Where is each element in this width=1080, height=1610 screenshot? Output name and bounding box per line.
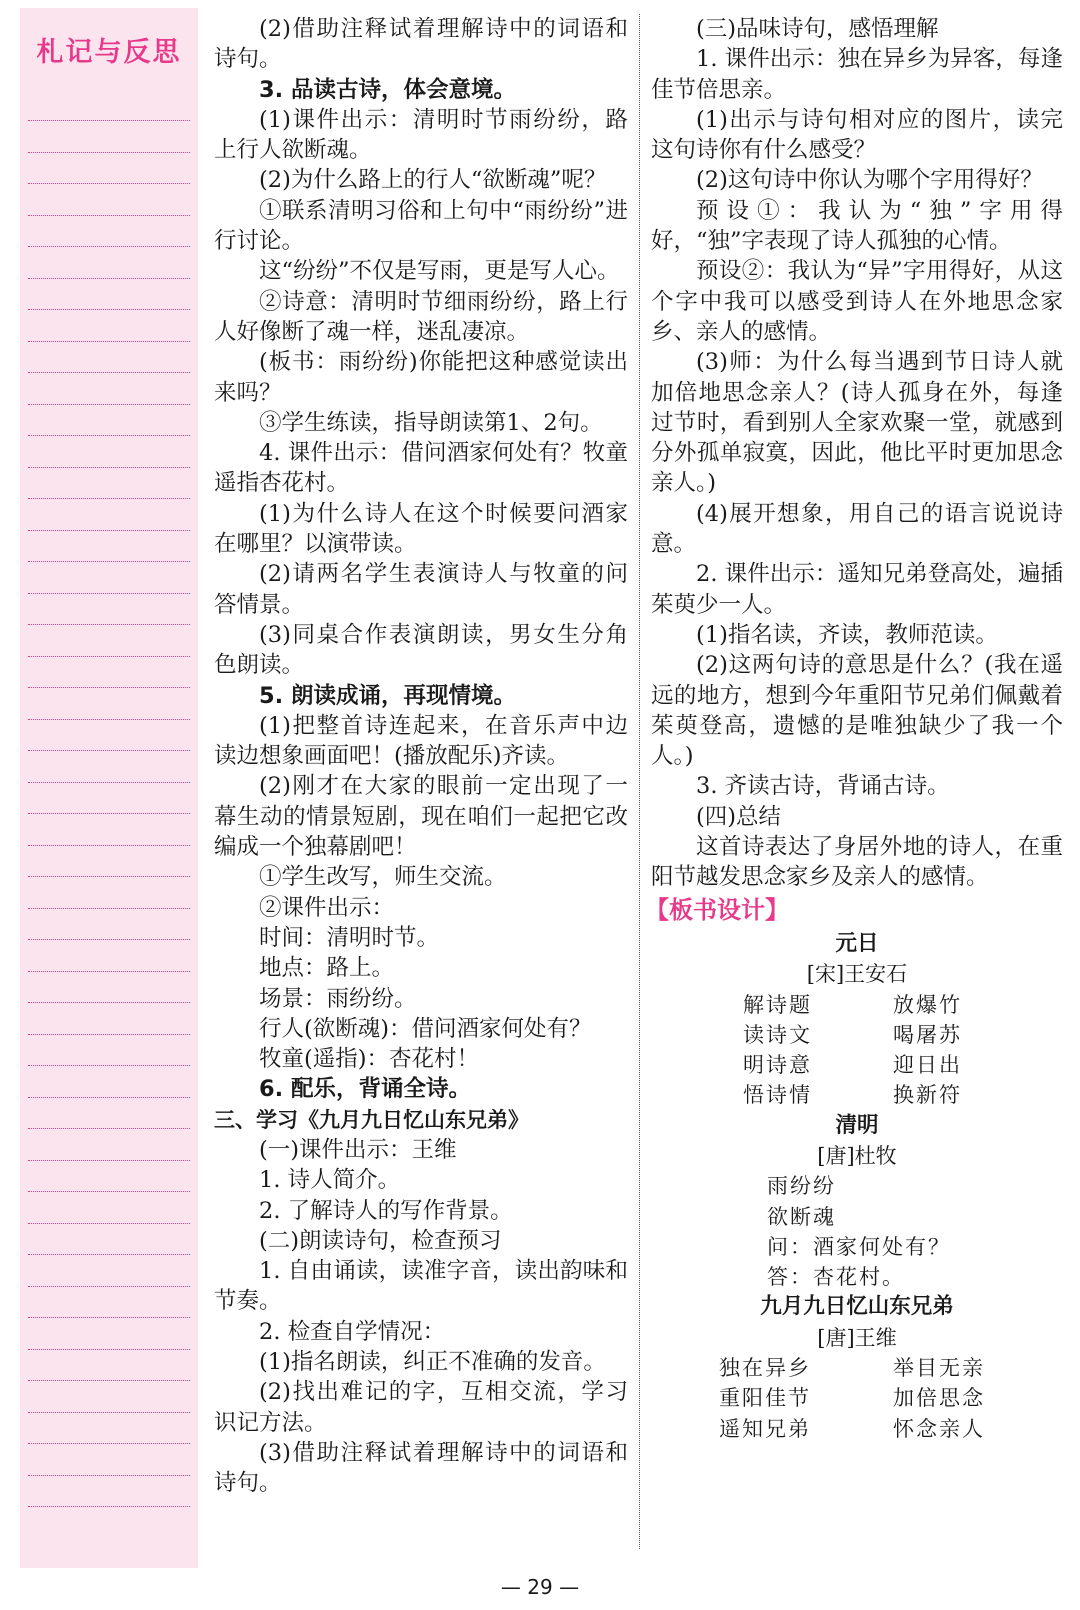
paragraph: (1)出示与诗句相对应的图片，读完这句诗你有什么感受？ — [651, 106, 1063, 164]
script-line: 行人(欲断魂)：借问酒家何处有？ — [259, 1015, 592, 1042]
paragraph: 这“纷纷”不仅是写雨，更是写人心。 — [259, 258, 620, 285]
board-cell: 遥知兄弟 — [719, 1416, 811, 1441]
step-heading: 3. 品读古诗，体会意境。 — [259, 76, 517, 103]
paragraph: (2)这两句诗的意思是什么？(我在遥远的地方，想到今年重阳节兄弟们佩戴着茱萸登高，遗憾的是唯独缺少了我一个人。) — [651, 652, 1063, 770]
paragraph: (1)课件出示：清明时节雨纷纷，路上行人欲断魂。 — [214, 106, 628, 164]
paragraph: (二)朗读诗句，检查预习 — [259, 1227, 502, 1254]
paragraph: (2)刚才在大家的眼前一定出现了一幕生动的情景短剧，现在咱们一起把它改编成一个独幕剧吧！ — [214, 773, 628, 861]
note-line — [28, 1506, 190, 1507]
note-line — [28, 750, 190, 751]
paragraph: (4)展开想象，用自己的语言说说诗意。 — [651, 500, 1063, 558]
note-line — [28, 372, 190, 373]
paragraph: (1)指名读，齐读，教师范读。 — [696, 621, 998, 648]
board-row — [651, 1020, 1063, 1050]
note-line — [28, 1412, 190, 1413]
note-line — [28, 1160, 190, 1161]
note-line — [28, 719, 190, 720]
note-line — [28, 278, 190, 279]
board-row — [651, 1080, 1063, 1110]
paragraph: (板书：雨纷纷)你能把这种感觉读出来吗？ — [214, 349, 628, 406]
paragraph: 2. 了解诗人的写作背景。 — [259, 1197, 513, 1224]
paragraph: (3)同桌合作表演朗读，男女生分角色朗读。 — [214, 621, 628, 679]
board-cell: 放爆竹 — [893, 992, 962, 1017]
board-cell: 独在异乡 — [719, 1356, 811, 1381]
note-line — [28, 908, 190, 909]
board-cell: 举目无亲 — [893, 1356, 985, 1381]
paragraph: (一)课件出示：王维 — [259, 1136, 457, 1163]
board-poem-author: [唐]杜牧 — [817, 1143, 897, 1168]
board-poem-title: 元日 — [835, 930, 879, 956]
note-line — [28, 1097, 190, 1098]
paragraph: 1. 课件出示：独在异乡为异客，每逢佳节倍思亲。 — [651, 46, 1063, 103]
note-line — [28, 782, 190, 783]
board-line: 雨纷纷 — [767, 1174, 836, 1199]
note-line — [28, 152, 190, 153]
board-row — [651, 1414, 1063, 1444]
note-line — [28, 1034, 190, 1035]
script-line: 牧童(遥指)：杏花村！ — [259, 1046, 480, 1073]
paragraph: 4. 课件出示：借问酒家何处有？牧童遥指杏花村。 — [214, 440, 628, 497]
page-number: — 29 — — [500, 1575, 580, 1599]
board-cell: 明诗意 — [743, 1053, 812, 1078]
paragraph: 2. 课件出示：遥知兄弟登高处，遍插茱萸少一人。 — [651, 561, 1063, 618]
paragraph: 2. 检查自学情况： — [259, 1318, 446, 1345]
board-cell: 解诗题 — [743, 992, 812, 1017]
paragraph: (2)这句诗中你认为哪个字用得好？ — [696, 167, 1043, 194]
note-line — [28, 404, 190, 405]
note-line — [28, 1286, 190, 1287]
note-line — [28, 624, 190, 625]
note-line — [28, 1443, 190, 1444]
board-cell: 迎日出 — [893, 1053, 962, 1078]
board-cell: 怀念亲人 — [893, 1416, 985, 1441]
note-line — [28, 183, 190, 184]
paragraph: (1)指名朗读，纠正不准确的发音。 — [259, 1349, 606, 1376]
paragraph: ③学生练读，指导朗读第1、2句。 — [259, 409, 603, 436]
left-column — [214, 14, 628, 1499]
note-line — [28, 687, 190, 688]
paragraph: (三)品味诗句，感悟理解 — [696, 16, 939, 42]
note-line — [28, 656, 190, 657]
paragraph: 预设①：我认为“独”字用得好，“独”字表现了诗人孤独的心情。 — [651, 197, 1063, 255]
paragraph: (四)总结 — [696, 803, 782, 830]
paragraph: (2)为什么路上的行人“欲断魂”呢？ — [259, 167, 607, 194]
step-heading: 6. 配乐，背诵全诗。 — [259, 1076, 472, 1103]
note-line — [28, 1380, 190, 1381]
note-lines — [28, 120, 190, 1538]
paragraph: (1)为什么诗人在这个时候要问酒家在哪里？以演带读。 — [214, 500, 628, 558]
board-poem-title: 清明 — [835, 1112, 879, 1138]
right-column — [645, 14, 1063, 1444]
board-line: 问：酒家何处有？ — [767, 1234, 951, 1259]
note-line — [28, 845, 190, 846]
note-line — [28, 309, 190, 310]
board-poem-author: [唐]王维 — [817, 1325, 897, 1350]
section-heading: 三、学习《九月九日忆山东兄弟》 — [214, 1107, 529, 1132]
paragraph: ①学生改写，师生交流。 — [259, 864, 507, 891]
board-list — [651, 1171, 1063, 1292]
note-line — [28, 1317, 190, 1318]
note-line — [28, 593, 190, 594]
paragraph: (3)借助注释试着理解诗中的词语和诗句。 — [214, 1439, 628, 1497]
note-line — [28, 215, 190, 216]
paragraph: ②诗意：清明时节细雨纷纷，路上行人好像断了魂一样，迷乱凄凉。 — [214, 288, 628, 345]
board-design-heading: 【板书设计】 — [645, 895, 789, 924]
script-line: 时间：清明时节。 — [259, 924, 440, 951]
note-line — [28, 876, 190, 877]
paragraph: 预设②：我认为“异”字用得好，从这个字中我可以感受到诗人在外地思念家乡、亲人的感情。 — [651, 258, 1063, 345]
script-line: 场景：雨纷纷。 — [259, 985, 417, 1012]
board-cell: 读诗文 — [743, 1022, 812, 1047]
board-row — [651, 1050, 1063, 1080]
note-line — [28, 813, 190, 814]
sidebar-title: 札记与反思 — [36, 37, 182, 68]
column-divider — [639, 14, 640, 1549]
note-line — [28, 435, 190, 436]
note-line — [28, 246, 190, 247]
board-cell: 喝屠苏 — [893, 1022, 962, 1047]
notes-sidebar — [20, 8, 198, 1568]
note-line — [28, 530, 190, 531]
board-poem-author: [宋]王安石 — [806, 962, 908, 987]
note-line — [28, 1191, 190, 1192]
note-line — [28, 971, 190, 972]
note-line — [28, 467, 190, 468]
note-line — [28, 1002, 190, 1003]
note-line — [28, 1128, 190, 1129]
paragraph: ①联系清明习俗和上句中“雨纷纷”进行讨论。 — [214, 197, 628, 255]
board-line: 答：杏花村。 — [767, 1265, 905, 1290]
board-cell: 加倍思念 — [893, 1386, 985, 1411]
note-line — [28, 561, 190, 562]
paragraph: (1)把整首诗连起来，在音乐声中边读边想象画面吧！(播放配乐)齐读。 — [214, 712, 628, 770]
note-line — [28, 1223, 190, 1224]
note-line — [28, 498, 190, 499]
board-row — [651, 1353, 1063, 1383]
note-line — [28, 341, 190, 342]
board-row — [651, 990, 1063, 1020]
paragraph: 1. 诗人简介。 — [259, 1167, 401, 1194]
paragraph: (3)师：为什么每当遇到节日诗人就加倍地思念亲人？(诗人孤身在外，每逢过节时，看到别人全家欢聚一堂，就感到分外孤单寂寞，因此，他比平时更加思念亲人。) — [651, 349, 1063, 497]
paragraph: (2)请两名学生表演诗人与牧童的问答情景。 — [214, 561, 628, 618]
note-line — [28, 939, 190, 940]
board-cell: 悟诗情 — [743, 1083, 812, 1108]
script-line: 地点：路上。 — [259, 955, 395, 982]
board-poem-title: 九月九日忆山东兄弟 — [760, 1294, 954, 1320]
paragraph: (2)借助注释试着理解诗中的词语和诗句。 — [214, 16, 628, 73]
note-line — [28, 1065, 190, 1066]
paragraph: (2)找出难记的字，互相交流，学习识记方法。 — [214, 1379, 628, 1436]
board-cell: 换新符 — [893, 1083, 962, 1108]
note-line — [28, 1254, 190, 1255]
board-row — [651, 1383, 1063, 1413]
note-line — [28, 1349, 190, 1350]
paragraph: 1. 自由诵读，读准字音，读出韵味和节奏。 — [214, 1258, 628, 1315]
paragraph: 3. 齐读古诗，背诵古诗。 — [696, 773, 950, 800]
paragraph: ②课件出示： — [259, 894, 395, 921]
note-line — [28, 120, 190, 121]
step-heading: 5. 朗读成诵，再现情境。 — [259, 682, 517, 709]
paragraph: 这首诗表达了身居外地的诗人，在重阳节越发思念家乡及亲人的感情。 — [651, 834, 1063, 891]
board-line: 欲断魂 — [767, 1204, 836, 1229]
board-cell: 重阳佳节 — [719, 1386, 811, 1411]
note-line — [28, 1475, 190, 1476]
